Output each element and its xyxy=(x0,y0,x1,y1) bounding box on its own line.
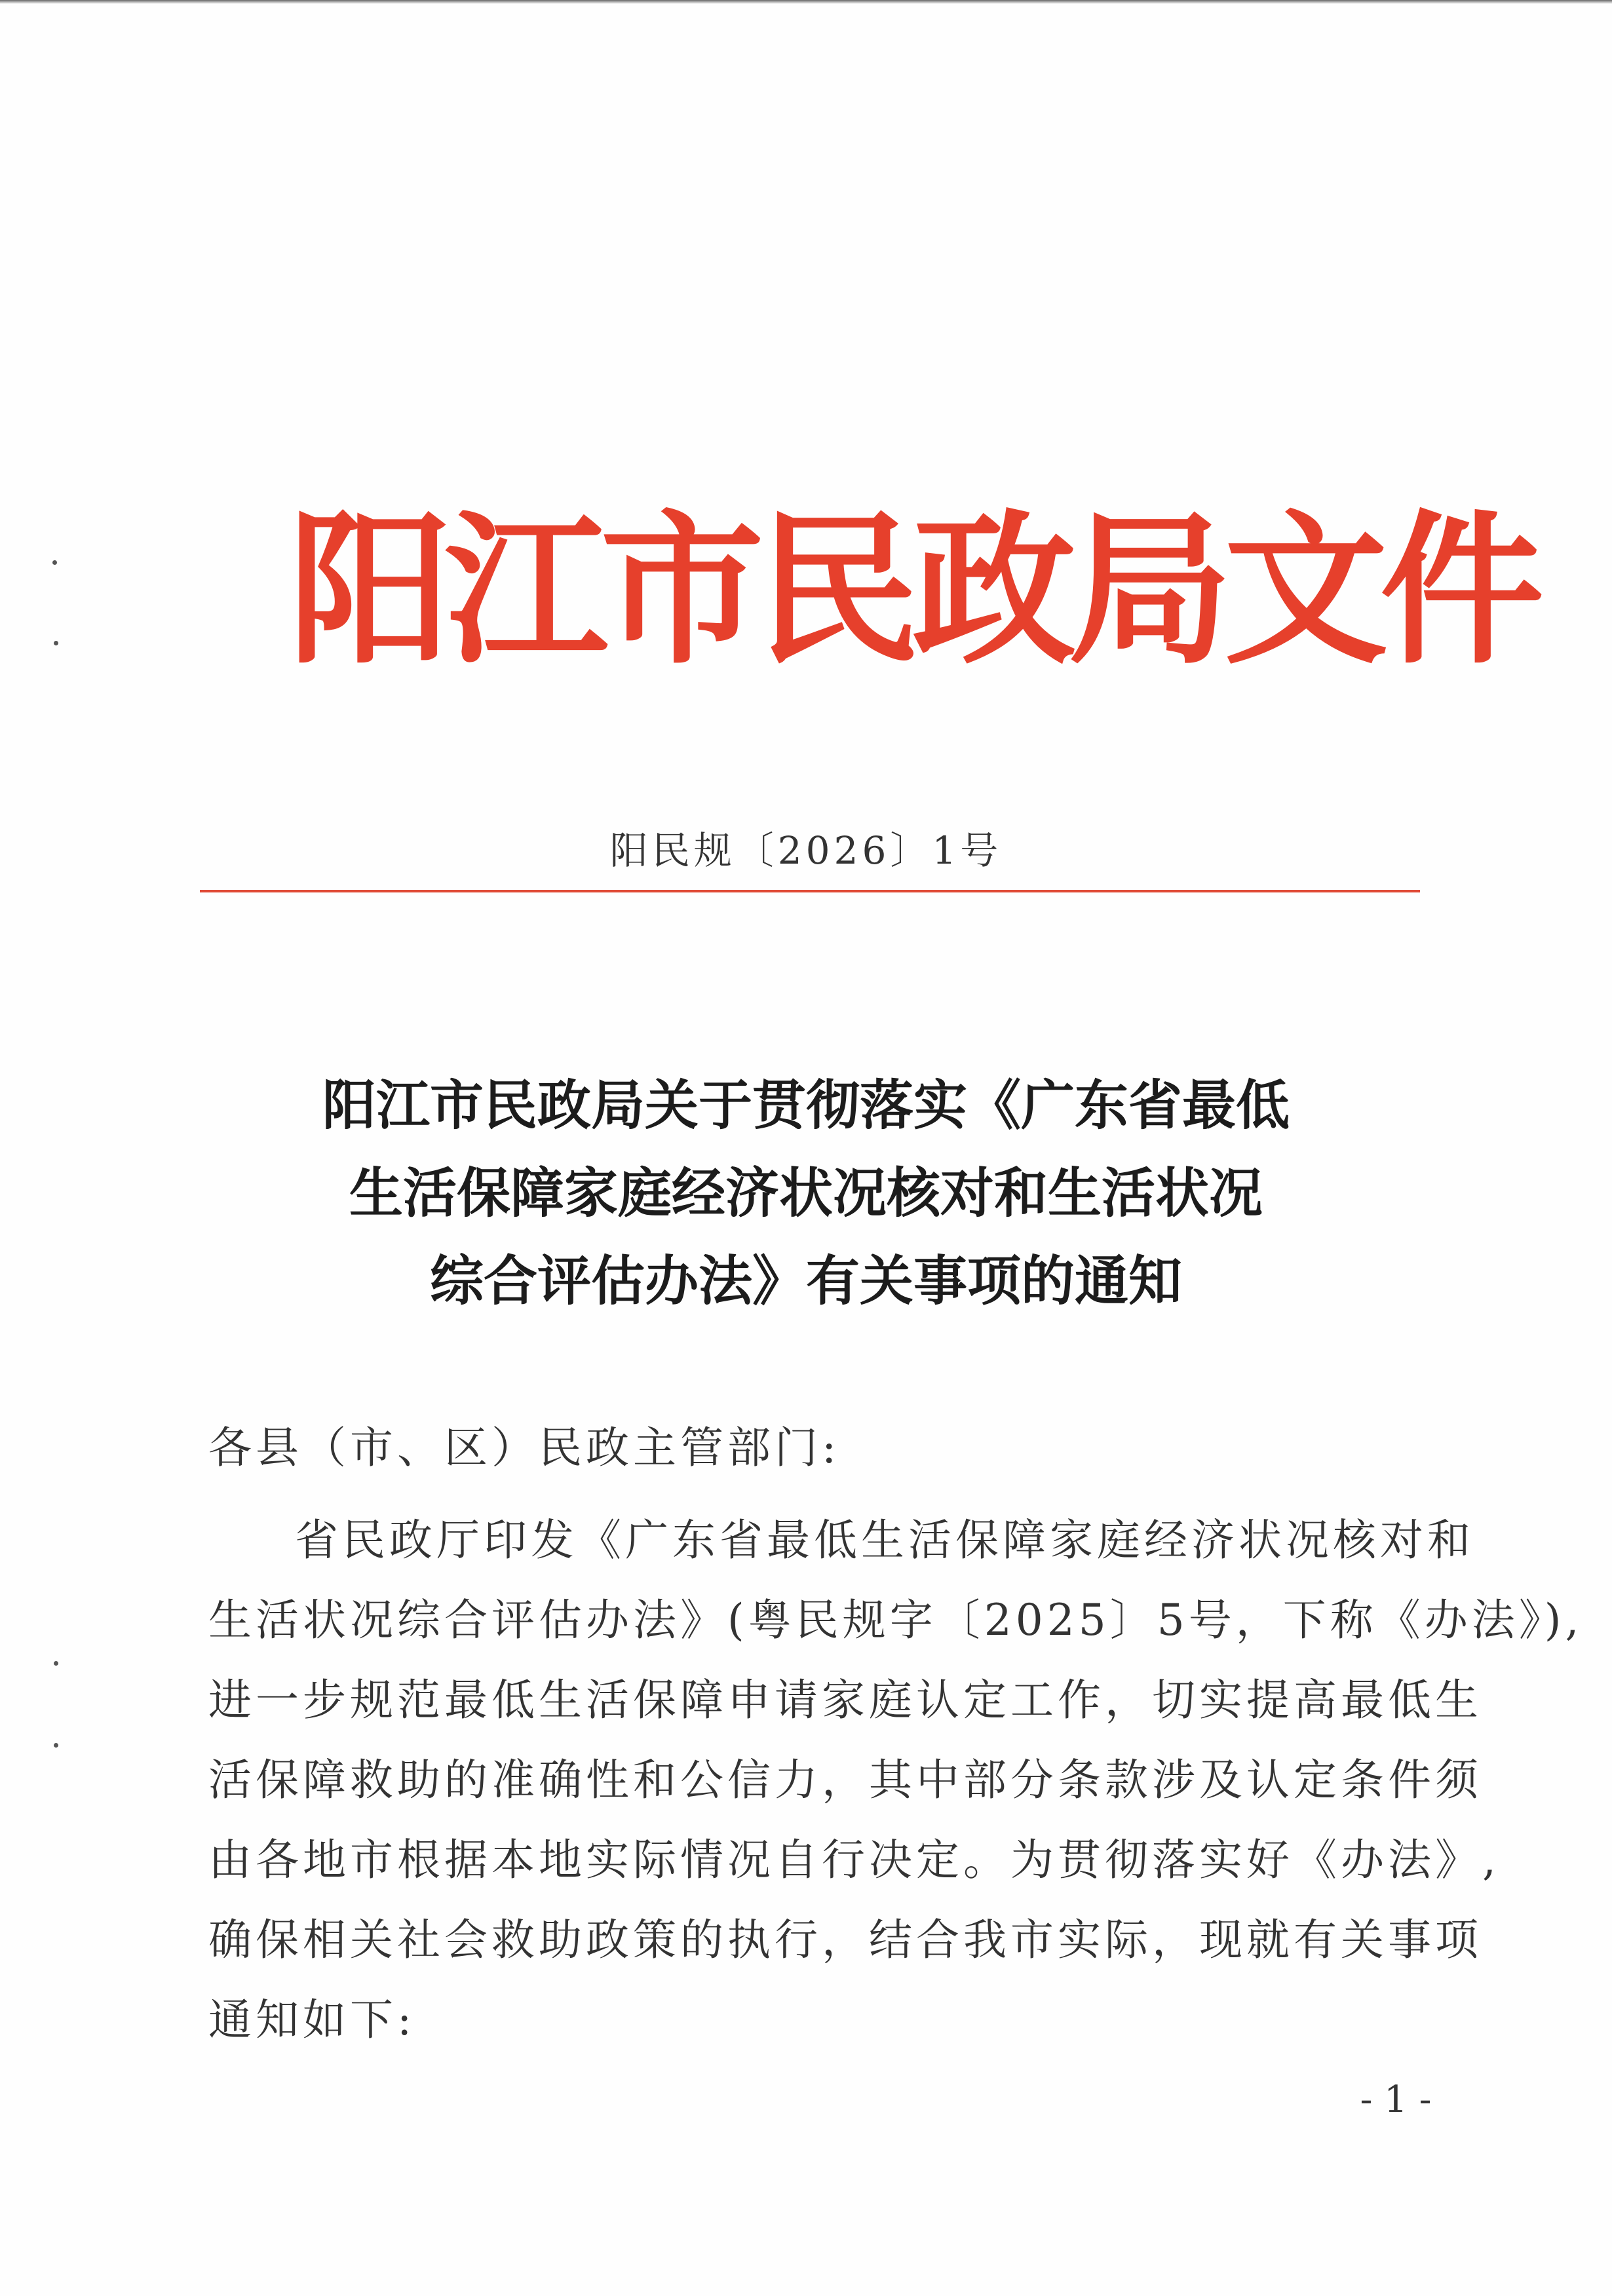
paragraph-line: 活保障救助的准确性和公信力，其中部分条款涉及认定条件须 xyxy=(208,1755,1482,1805)
paragraph-line: 进一步规范最低生活保障申请家庭认定工作，切实提高最低生 xyxy=(208,1675,1482,1725)
scan-speck xyxy=(54,1743,58,1748)
title-line: 综合评估办法》有关事项的通知 xyxy=(429,1250,1182,1312)
red-divider-line xyxy=(200,890,1420,892)
scan-speck xyxy=(54,1661,58,1666)
title-line: 阳江市民政局关于贯彻落实《广东省最低 xyxy=(322,1074,1290,1137)
scan-edge xyxy=(0,0,1612,4)
page-number: - 1 - xyxy=(1360,2078,1432,2121)
paragraph-line: 确保相关社会救助政策的执行，结合我市实际，现就有关事项 xyxy=(208,1915,1482,1965)
scan-speck xyxy=(54,641,58,645)
body-paragraph xyxy=(208,1501,1583,2060)
title-line: 生活保障家庭经济状况核对和生活状况 xyxy=(349,1162,1263,1225)
scan-speck xyxy=(52,560,57,565)
paragraph-line: 由各地市根据本地实际情况自行决定。为贯彻落实好《办法》, xyxy=(208,1835,1500,1885)
document-number: 阳民规〔2026〕1号 xyxy=(609,828,1003,873)
paragraph-line: 生活状况综合评估办法》(粤民规字〔2025〕5号，下称《办法》), xyxy=(208,1595,1583,1645)
paragraph-line: 省民政厅印发《广东省最低生活保障家庭经济状况核对和 xyxy=(295,1515,1474,1565)
salutation: 各县（市、区）民政主管部门: xyxy=(208,1423,841,1473)
paragraph-line: 通知如下: xyxy=(208,1995,416,2045)
document-title xyxy=(197,1062,1415,1325)
issuer-banner: 阳江市民政局文件 xyxy=(288,493,1536,686)
